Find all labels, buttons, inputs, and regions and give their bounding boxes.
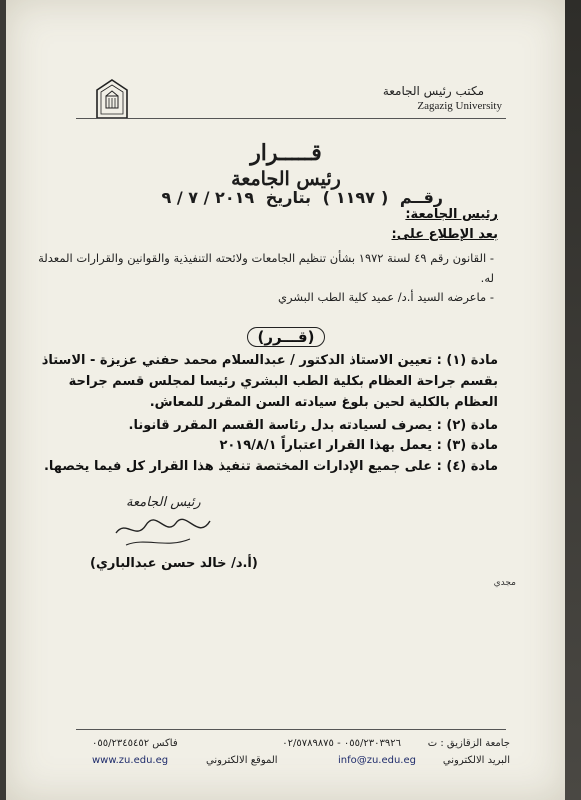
document-page bbox=[6, 0, 566, 800]
binder-edge bbox=[565, 0, 581, 800]
footer-website-link[interactable]: www.zu.edu.eg bbox=[92, 755, 169, 766]
article-label: مادة (٤) : bbox=[436, 459, 498, 474]
footer-phones: ٠٥٥/٢٣٠٣٩٢٦ - ٠٢/٥٧٨٩٨٧٥ bbox=[282, 738, 401, 749]
article-text: تعيين الاستاذ الدكتور / عبدالسلام محمد حفني عزيزة - الاستاذ بقسم جراحة العظام بكلية الطب البشري رئيسا لمجلس قسم جراحة العظام بالكلية لحين بلوغ سيادته السن المقرر للمعاش. bbox=[41, 353, 498, 410]
university-seal-icon bbox=[94, 78, 130, 122]
article-label: مادة (٣) : bbox=[436, 438, 498, 453]
review-heading: بعد الإطلاع على: bbox=[391, 227, 498, 242]
article-text: يصرف لسيادته بدل رئاسة القسم المقرر قانونا. bbox=[128, 418, 433, 433]
president-heading: رئيس الجامعة: bbox=[405, 207, 498, 222]
article-text: على جميع الإدارات المختصة تنفيذ هذا القرار كل فيما يخصها. bbox=[43, 459, 433, 474]
article-label: مادة (٢) : bbox=[436, 418, 498, 433]
footer-email-link[interactable]: info@zu.edu.eg bbox=[337, 755, 416, 766]
date-label: بتاريخ bbox=[265, 188, 311, 207]
typist-initials: مجدي bbox=[493, 578, 516, 588]
article-text: يعمل بهذا القرار اعتباراً ٢٠١٩/٨/١ bbox=[219, 438, 433, 453]
office-title: مكتب رئيس الجامعة bbox=[382, 84, 484, 98]
footer-website-label: الموقع الالكتروني bbox=[206, 755, 278, 766]
university-name-en: Zagazig University bbox=[417, 100, 502, 112]
article-2 bbox=[28, 415, 498, 436]
number-label: رقــم bbox=[399, 188, 443, 207]
article-label: مادة (١) : bbox=[436, 353, 498, 368]
article-3 bbox=[28, 435, 498, 456]
footer-email-label: البريد الالكتروني bbox=[442, 755, 510, 766]
article-1 bbox=[28, 350, 498, 413]
decree-title: قـــــرار bbox=[250, 140, 322, 166]
law-reference: - القانون رقم ٤٩ لسنة ١٩٧٢ بشأن تنظيم الجامعات ولائحته التنفيذية والقوانين والقرارات المعدلة له. bbox=[38, 251, 494, 285]
decree-number: ١١٩٧ bbox=[335, 188, 375, 207]
decree-reference: رقــم (١١٩٧) بتاريخ ٢٠١٩ / ٧ / ٩ bbox=[161, 188, 443, 207]
article-4 bbox=[28, 456, 498, 477]
handwritten-signature-icon bbox=[106, 511, 226, 551]
header-divider bbox=[76, 118, 506, 119]
decision-heading: (قـــرر) bbox=[6, 328, 566, 346]
signatory-role: رئيس الجامعة bbox=[126, 495, 201, 510]
dean-submission: - ماعرضه السيد أ.د/ عميد كلية الطب البشري bbox=[278, 290, 494, 304]
signatory-name: (أ.د/ خالد حسن عبدالباري) bbox=[90, 556, 258, 571]
decree-date: ٢٠١٩ / ٧ / ٩ bbox=[161, 188, 255, 207]
decree-issuer: رئيس الجامعة bbox=[231, 168, 341, 190]
footer-address: جامعة الزقازيق : ت bbox=[427, 738, 510, 749]
footer-fax: فاكس ٠٥٥/٢٣٤٥٤٥٢ bbox=[92, 738, 178, 749]
footer-divider bbox=[76, 729, 506, 730]
